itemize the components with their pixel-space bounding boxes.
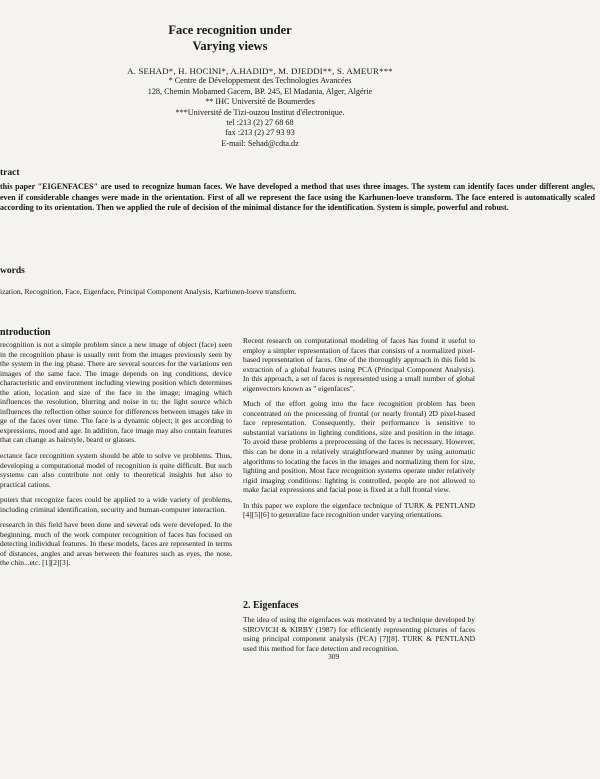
keywords-label: words bbox=[0, 266, 25, 276]
abstract-label: tract bbox=[0, 168, 20, 178]
eigenfaces-paragraph: The idea of using the eigenfaces was motivated by a technique developed by SIROVICH & KIRBY (1987) for efficiently representing pictures of faces using principal component analysis (PCA) [7][8]. TURK & PENTLAND used this method for face detection and recognition. bbox=[243, 615, 475, 653]
affiliation-line: ***Université de Tizi-ouzou Institut d'électronique. bbox=[175, 107, 345, 117]
page-number: 309 bbox=[328, 652, 340, 661]
phone-line: tel :213 (2) 27 68 68 bbox=[226, 118, 294, 128]
intro-paragraph: research in this field have been done and several ods were developed. In the beginning, much of the work computer recognition of faces has focused on detecting individual features. In these models, faces are represented in terms of distances, angles and areas between the features such as eyes, the nose, the chin...etc. [1][2][3]. bbox=[0, 520, 232, 568]
affiliation-line: * Centre de Développement des Technologies Avancées bbox=[168, 76, 352, 86]
fax-line: fax :213 (2) 27 93 93 bbox=[225, 128, 295, 138]
eigenfaces-column bbox=[243, 615, 475, 659]
body-paragraph: In this paper we explore the eigenface technique of TURK & PENTLAND [4][5][6] to generalize face recognition under varying orientations. bbox=[243, 500, 475, 520]
introduction-heading: ntroduction bbox=[0, 327, 51, 338]
right-column bbox=[243, 336, 475, 526]
title-line-1: Face recognition under bbox=[168, 23, 292, 37]
left-column bbox=[0, 340, 232, 574]
body-paragraph: Much of the effort going into the face recognition problem has been concentrated on the processing of frontal (or nearly frontal) 2D pixel-based face representation. Consequently, their performance is sensitive to substantial variations in lighting conditions, size and position in the image. To avoid these problems a preprocessing of the faces is necessary. However, this can be done in a relatively straightforward manner by using automatic algorithms to locating the faces in the images and normalizing them for size, lighting and position. Most face recognition systems operate under relatively rigid imaging conditions: lighting is controlled, people are not allowed to make facial expressions and facial pose is fixed at a full frontal view. bbox=[243, 399, 475, 495]
paper-title bbox=[120, 22, 340, 54]
author-names: A. SEHAD*, H. HOCINI*, A.HADID*, M. DJEDDI**, S. AMEUR*** bbox=[127, 66, 393, 76]
author-block bbox=[60, 66, 460, 149]
keywords-text: ization, Recognition, Face, Eigenface, Principal Component Analysis, Karhunen-loeve transform. bbox=[0, 287, 297, 296]
affiliation-line: ** IHC Université de Boumerdes bbox=[205, 97, 315, 107]
intro-paragraph: ectance face recognition system should be able to solve ve problems. Thus, developing a computational model of recognition is quite difficult. But such systems can also contribute not only to theoretical insights but also to practical cations. bbox=[0, 451, 232, 489]
eigenfaces-heading: 2. Eigenfaces bbox=[243, 600, 299, 611]
title-line-2: Varying views bbox=[192, 39, 268, 53]
email-line: E-mail: Sehad@cdta.dz bbox=[221, 138, 299, 148]
abstract-text: this paper "EIGENFACES" are used to recognize human faces. We have developed a method that uses three images. The system can identify faces under different angles, even if considerable changes were made in the orientation. First of all we represent the face using the Karhunen-loeve transform. The face entered is automatically scaled according to its orientation. Then we applied the rule of decision of the minimal distance for the identification. System is simple, powerful and robust. bbox=[0, 182, 595, 213]
body-paragraph: Recent research on computational modeling of faces has found it useful to employ a simpler representation of faces that consists of a normalized pixel-based representation of faces. One of the thoroughly approach in this field is extraction of a global features using PCA (Principal Component Analysis). In this approach, a set of faces is represented using a small number of global eigenvectors known as " eigenfaces". bbox=[243, 336, 475, 393]
intro-paragraph: puters that recognize faces could be applied to a wide variety of problems, including criminal identification, security and human-computer interaction. bbox=[0, 495, 232, 514]
intro-paragraph: recognition is not a simple problem since a new image of object (face) seen in the recognition phase is usually rent from the images previously seen by the system in the ing phase. There are several sources for the variations een images of the same face. The image depends on ing conditions, device characteristic and environment including viewing position which determines the ation, location and size of the face in the image; imaging which influences the resolution, blurring and noise in ts; the light source which influences the reflection other source for differences between images take in ge of the faces over time. The face is a dynamic object; it ges according to expressions, mood and age. In addition, face image may also contain features that can change as hairstyle, beard or glasses. bbox=[0, 340, 233, 445]
affiliation-line: 128, Chemin Mohamed Gacem, BP. 245, El Madania, Alger, Algérie bbox=[147, 86, 373, 96]
